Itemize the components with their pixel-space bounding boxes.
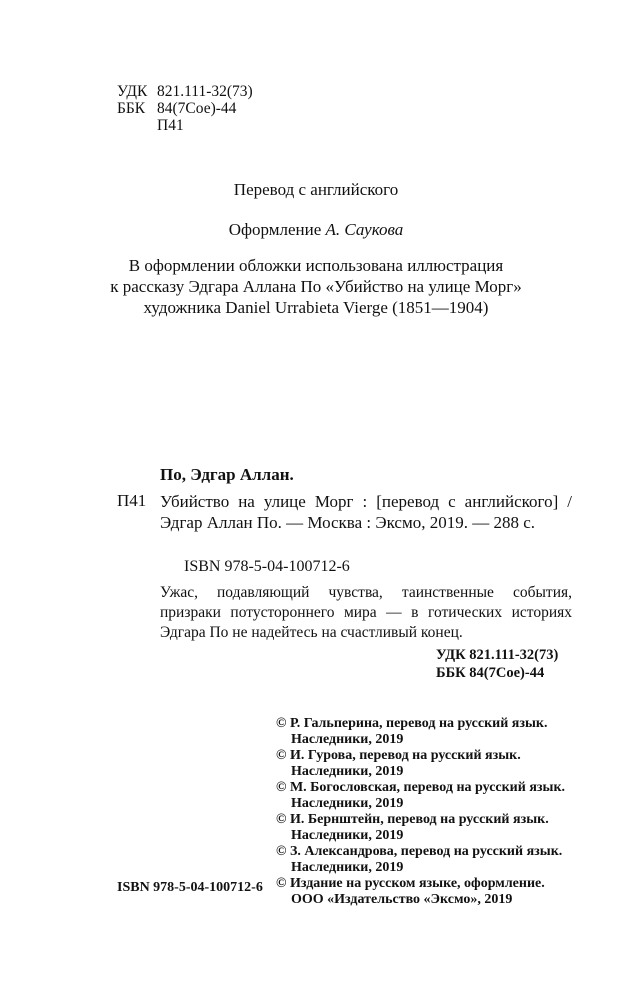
udk-label: УДК: [117, 83, 148, 100]
annotation-line: призраки потустороннего мира — в готических историях: [160, 604, 572, 621]
copyright-line: © Р. Гальперина, перевод на русский язык.: [276, 716, 548, 731]
copyright-item: [276, 876, 576, 908]
bbk-label: ББК: [117, 100, 146, 117]
copyright-item: [276, 812, 576, 844]
udk-value: 821.111-32(73): [157, 83, 253, 100]
classification-footer: [436, 646, 558, 682]
cover-note: [0, 255, 632, 318]
isbn: ISBN 978-5-04-100712-6: [184, 558, 350, 575]
classification-block: [117, 83, 253, 134]
udk-row: [117, 83, 253, 100]
bbk-footer: ББК 84(7Сое)-44: [436, 665, 545, 681]
copyright-item: [276, 748, 576, 780]
cover-note-line: к рассказу Эдгара Аллана По «Убийство на улице Морг»: [110, 277, 522, 296]
copyright-line: © И. Бернштейн, перевод на русский язык.: [276, 812, 549, 827]
bibliographic-description: Убийство на улице Морг : [перевод с английского] / Эдгар Аллан По. — Москва : Эксмо, 2019. — 288 с.: [160, 492, 572, 532]
cover-note-line: художника Daniel Urrabieta Vierge (1851—1904): [143, 298, 489, 317]
author-mark: П41: [157, 117, 184, 134]
designer-name: А. Саукова: [325, 220, 404, 239]
copyright-line: © Издание на русском языке, оформление.: [276, 876, 545, 891]
annotation-line: Ужас, подавляющий чувства, таинственные события,: [160, 584, 572, 601]
cover-note-line: В оформлении обложки использована иллюстрация: [128, 256, 504, 275]
isbn-footer: ISBN 978-5-04-100712-6: [117, 880, 263, 895]
bbk-value: 84(7Сое)-44: [157, 100, 237, 117]
annotation: [160, 583, 572, 643]
copyright-line: Наследники, 2019: [291, 796, 404, 811]
copyright-line: Наследники, 2019: [291, 828, 404, 843]
copyright-item: [276, 716, 576, 748]
translation-note: Перевод с английского: [233, 180, 399, 199]
udk-footer: УДК 821.111-32(73): [436, 647, 559, 663]
copyright-list: [276, 716, 576, 908]
copyright-line: ООО «Издательство «Эксмо», 2019: [291, 892, 513, 907]
annotation-line: Эдгара По не надейтесь на счастливый конец.: [160, 624, 463, 641]
author-code: П41: [117, 491, 147, 510]
copyright-line: © И. Гурова, перевод на русский язык.: [276, 748, 521, 763]
copyright-line: © З. Александрова, перевод на русский язык.: [276, 844, 563, 859]
design-prefix: Оформление: [228, 220, 322, 239]
copyright-item: [276, 844, 576, 876]
copyright-line: Наследники, 2019: [291, 764, 404, 779]
bbk-row: [117, 100, 253, 117]
author-heading: По, Эдгар Аллан.: [160, 465, 294, 484]
copyright-line: © М. Богословская, перевод на русский язык.: [276, 780, 566, 795]
design-credit: [0, 220, 632, 240]
copyright-line: Наследники, 2019: [291, 860, 404, 875]
copyright-item: [276, 780, 576, 812]
copyright-line: Наследники, 2019: [291, 732, 404, 747]
author-mark-row: [117, 117, 253, 134]
